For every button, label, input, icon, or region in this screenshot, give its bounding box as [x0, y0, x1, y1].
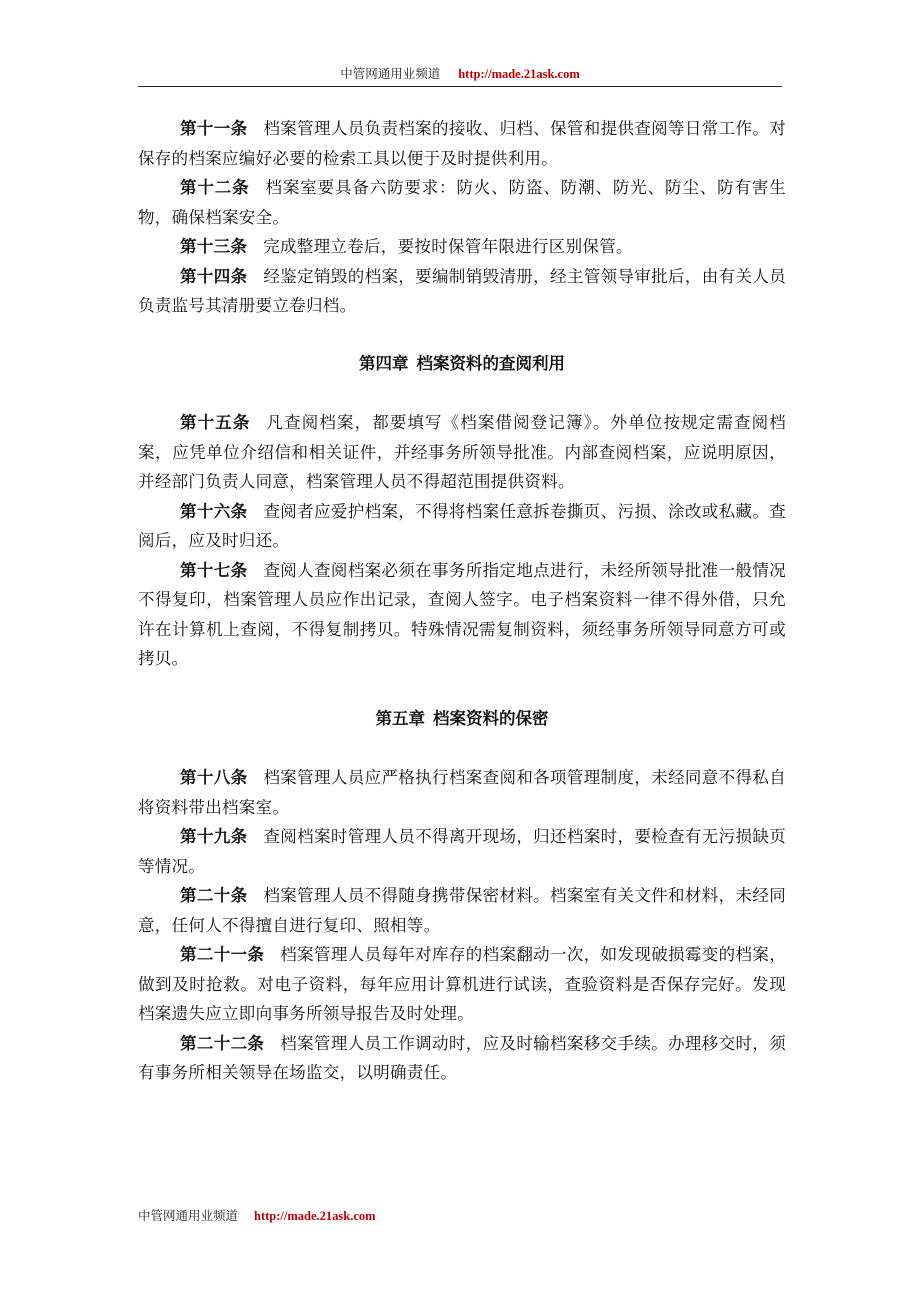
article-paragraph [138, 1029, 786, 1088]
article-text: 档案管理人员负责档案的接收、归档、保管和提供查阅等日常工作。对保存的档案应编好必要的检索工具以便于及时提供利用。 [138, 119, 786, 168]
article-text: 查阅者应爱护档案，不得将档案任意拆卷撕页、污损、涂改或私藏。查阅后，应及时归还。 [138, 501, 786, 550]
article-text: 凡查阅档案，都要填写《档案借阅登记簿》。外单位按规定需查阅档案，应凭单位介绍信和相关证件，并经事务所领导批准。内部查阅档案，应说明原因，并经部门负责人同意，档案管理人员不得超范围提供资料。 [138, 413, 787, 491]
article-paragraph [138, 497, 786, 556]
article-text: 完成整理立卷后，要按时保管年限进行区别保管。 [263, 237, 633, 256]
document-body [138, 114, 786, 1088]
article-number: 第二十二条 [180, 1033, 265, 1053]
chapter-heading [138, 704, 786, 734]
article-paragraph [138, 881, 786, 940]
article-paragraph [138, 173, 786, 232]
article-text: 档案管理人员应严格执行档案查阅和各项管理制度，未经同意不得私自将资料带出档案室。 [138, 768, 786, 817]
article-paragraph [138, 940, 786, 1029]
article-paragraph [138, 114, 786, 173]
article-number: 第十二条 [180, 178, 250, 197]
article-group [138, 114, 786, 321]
article-group [138, 763, 786, 1088]
article-number: 第十九条 [180, 827, 248, 846]
chapter-heading [138, 349, 786, 379]
article-paragraph [138, 822, 786, 881]
article-paragraph [138, 408, 786, 497]
page-header [138, 64, 782, 87]
article-text: 查阅人查阅档案必须在事务所指定地点进行，未经所领导批准一般情况不得复印，档案管理人员应作出记录，查阅人签字。电子档案资料一律不得外借，只允许在计算机上查阅，不得复制拷贝。特殊情况需复制资料，须经事务所领导同意方可或拷贝。 [138, 560, 786, 668]
header-site-url[interactable]: http://made.21ask.com [458, 67, 580, 81]
article-paragraph [138, 763, 786, 822]
article-number: 第十四条 [180, 266, 248, 286]
chapter-title: 档案资料的保密 [433, 708, 549, 728]
page-footer [138, 1206, 376, 1226]
article-number: 第十八条 [180, 768, 248, 787]
article-number: 第二十一条 [180, 945, 265, 964]
article-paragraph [138, 232, 786, 262]
header-site-name: 中管网通用业频道 [340, 66, 441, 81]
article-number: 第十三条 [180, 237, 248, 256]
chapter-title: 档案资料的查阅利用 [416, 353, 565, 373]
article-paragraph [138, 556, 786, 674]
footer-site-name: 中管网通用业频道 [138, 1208, 239, 1223]
article-text: 档案管理人员工作调动时，应及时输档案移交手续。办理移交时，须有事务所相关领导在场监交，以明确责任。 [138, 1033, 787, 1082]
footer-site-url[interactable]: http://made.21ask.com [254, 1209, 376, 1223]
chapter-label: 第四章 [359, 353, 409, 373]
article-text: 档案管理人员每年对库存的档案翻动一次，如发现破损霉变的档案，做到及时抢救。对电子资料，每年应用计算机进行试读，查验资料是否保存完好。发现档案遗失应立即向事务所领导报告及时处理。 [138, 945, 787, 1023]
article-number: 第十七条 [180, 560, 248, 580]
article-number: 第十六条 [180, 501, 248, 521]
article-group [138, 408, 786, 674]
article-text: 经鉴定销毁的档案，要编制销毁清册，经主管领导审批后，由有关人员负责监号其清册要立卷归档。 [138, 266, 786, 315]
chapter-label: 第五章 [375, 708, 425, 728]
article-number: 第二十条 [180, 886, 248, 905]
article-text: 档案室要具备六防要求：防火、防盗、防潮、防光、防尘、防有害生物，确保档案安全。 [138, 178, 787, 227]
article-paragraph [138, 262, 786, 321]
article-text: 档案管理人员不得随身携带保密材料。档案室有关文件和材料，未经同意，任何人不得擅自进行复印、照相等。 [138, 886, 786, 935]
article-text: 查阅档案时管理人员不得离开现场，归还档案时，要检查有无污损缺页等情况。 [138, 827, 786, 876]
article-number: 第十一条 [180, 119, 248, 138]
article-number: 第十五条 [180, 413, 251, 432]
